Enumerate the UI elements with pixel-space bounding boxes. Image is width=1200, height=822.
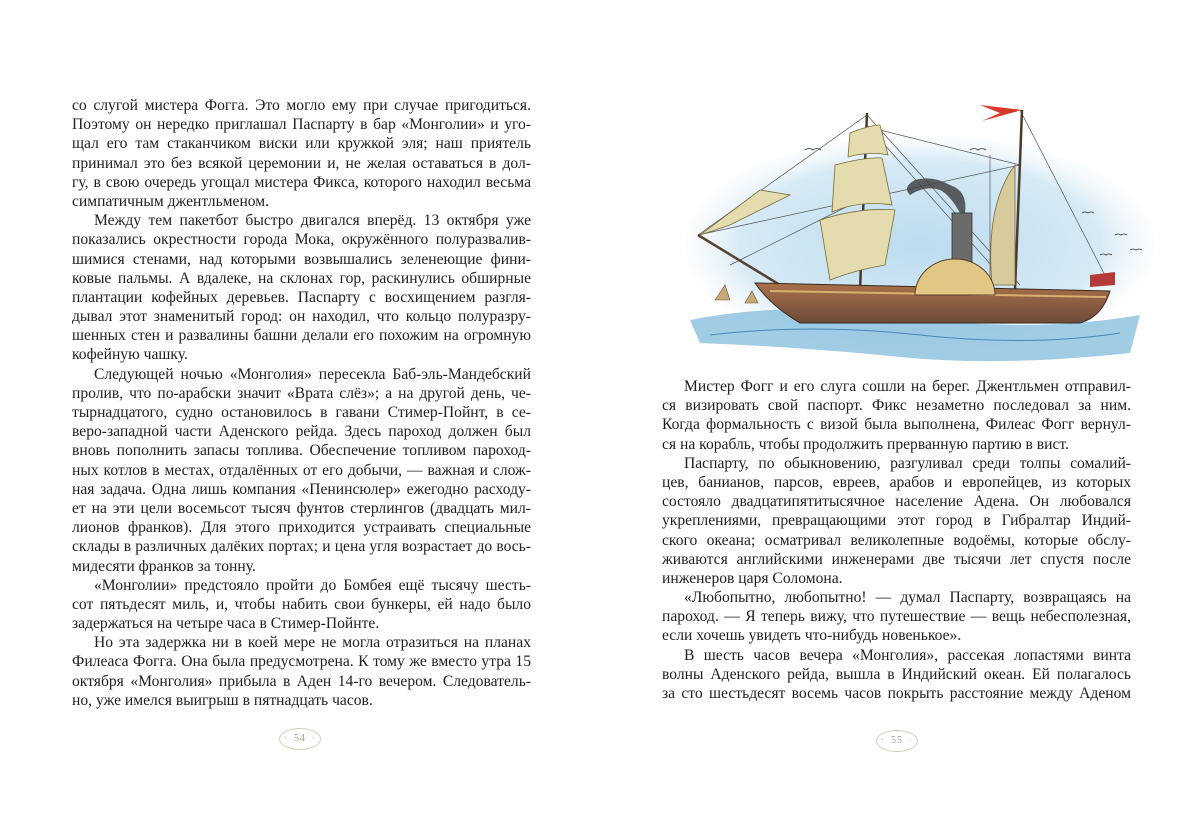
text-line: Между тем пакетбот быстро двигался вперёд. 13 октября уже (94, 212, 531, 230)
paragraph (72, 576, 531, 634)
text-line: шимися стенами, над которыми возвышались зеленеющие фини- (72, 250, 531, 268)
text-line: Когда формальность с визой была выполнена, Филеас Фогг вернул- (662, 416, 1131, 434)
text-line: Мистер Фогг и его слуга сошли на берег. Джентльмен отправил- (684, 378, 1131, 395)
text-line: задержаться на четыре часа в Стимер-Пойнте. (72, 615, 380, 633)
text-line: цев, банианов, парсов, евреев, арабов и европейцев, из которых (662, 473, 1131, 491)
paragraph (72, 633, 531, 710)
text-line: вновь пополнить запасы топлива. Обеспечение топливом пароход- (72, 442, 531, 460)
text-line: кофейную чашку. (72, 346, 188, 364)
text-line: принимал это без всякой церемонии и, не желая оставаться в дол- (72, 154, 531, 172)
text-line: ся на корабль, чтобы продолжить прерванную партию в вист. (662, 435, 1069, 453)
text-line: дывал этот знаменитый город: он находил, что кольцо полуразру- (72, 308, 531, 326)
right-page (600, 0, 1200, 822)
text-line: если хочешь увидеть что-нибудь новенькое». (662, 627, 962, 645)
text-line: ского океана; осматривал великолепные водоёмы, которые обслу- (662, 531, 1131, 549)
text-line: ных котлов в местах, отдалённых от его добычи, — важная и слож- (72, 461, 531, 479)
paragraph (662, 377, 1131, 454)
text-line: шенных стен и развалины башни делали его похожим на огромную (72, 327, 531, 345)
right-page-text (662, 377, 1131, 703)
left-page-text (72, 96, 531, 710)
paragraph (72, 96, 531, 211)
text-line: ся визировать свой паспорт. Фикс незаметно последовал за ним. (662, 397, 1131, 415)
text-line: тырнадцатого, судно остановилось в гавани Стимер-Пойнт, в се- (72, 404, 531, 421)
text-line: Поэтому он нередко приглашал Паспарту в бар «Монголии» и уго- (72, 116, 531, 134)
paragraph (72, 365, 531, 576)
text-line: ная задача. Одна лишь компания «Пенинсюлер» ежегодно расходу- (72, 480, 531, 498)
text-line: «Монголии» предстояло пройти до Бомбея ещё тысячу шесть- (94, 576, 531, 594)
text-line: но, уже имелся выигрыш в пятнадцать часов. (72, 691, 373, 709)
text-line: Филеаса Фогга. Она была предусмотрена. К тому же вместо утра 15 (72, 653, 531, 671)
text-line: октября «Монголия» прибыла в Аден 14-го вечером. Следователь- (72, 672, 531, 690)
flag-top (980, 105, 1022, 121)
paddle-steamer-ship-illustration (670, 95, 1160, 385)
text-line: мидесяти франков за тонну. (72, 557, 256, 575)
text-line: веро-западной части Аденского рейда. Здесь пароход должен был (72, 423, 531, 441)
text-line: склады в различных далёких портах; и цена угля возрастает до вось- (72, 538, 531, 556)
text-line: гу, в свою очередь угощал мистера Фикса, которого находил весьма (72, 173, 531, 191)
text-line: сот пятьдесят миль, и, чтобы набить свои бункеры, ей надо было (72, 595, 531, 613)
text-line: лионов франков). Для этого приходится устраивать специальные (72, 519, 531, 537)
page-number-left: · 54 · (279, 728, 321, 750)
text-line: инженеров царя Соломона. (662, 569, 843, 587)
text-line: «Любопытно, любопытно! — думал Паспарту, возвращаясь на (684, 589, 1131, 607)
text-line: пароход. — Я теперь вижу, что путешествие — вещь небесполезная, (662, 608, 1131, 626)
paragraph (662, 646, 1131, 704)
text-line: укреплениями, превращающими этот город в Гибралтар Индий- (662, 512, 1131, 530)
text-line: показались окрестности города Мока, окружённого полуразвалив- (72, 231, 531, 249)
text-line: ет на эти цели восемьсот тысяч фунтов стерлингов (двадцать мил- (72, 499, 531, 517)
paragraph (662, 454, 1131, 588)
text-line: ковые пальмы. А вдалеке, на склонах гор, раскинулись обширные (72, 269, 531, 287)
page-number-right: · 55 · (876, 730, 918, 752)
text-line: со слугой мистера Фогга. Это могло ему при случае пригодиться. (72, 97, 531, 114)
text-line: Паспарту, по обыкновению, разгуливал среди толпы сомалий- (684, 454, 1131, 472)
text-line: симпатичным джентльменом. (72, 192, 270, 210)
text-line: состояло двадцатипятитысячное население Адена. Он любовался (662, 493, 1131, 511)
text-line: живаются английскими инженерами две тысячи лет спустя после (662, 550, 1131, 568)
text-line: за сто шестьдесят восемь часов покрыть расстояние между Аденом (662, 685, 1131, 702)
text-line: щал его там стаканчиком виски или кружкой эля; наш приятель (72, 135, 531, 153)
paragraph (72, 211, 531, 365)
text-line: Но эта задержка ни в коей мере не могла отразиться на планах (94, 634, 531, 652)
paragraph (662, 588, 1131, 646)
text-line: плантации кофейных деревьев. Паспарту с восхищением разгля- (72, 288, 531, 306)
text-line: волны Аденского рейда, вышла в Индийский океан. Ей полагалось (662, 665, 1131, 683)
text-line: пролив, что по-арабски значит «Врата слёз»; а на другой день, че- (72, 384, 531, 402)
text-line: В шесть часов вечера «Монголия», рассекая лопастями винта (684, 646, 1131, 664)
text-line: Следующей ночью «Монголия» пересекла Баб-эль-Мандебский (94, 365, 531, 383)
